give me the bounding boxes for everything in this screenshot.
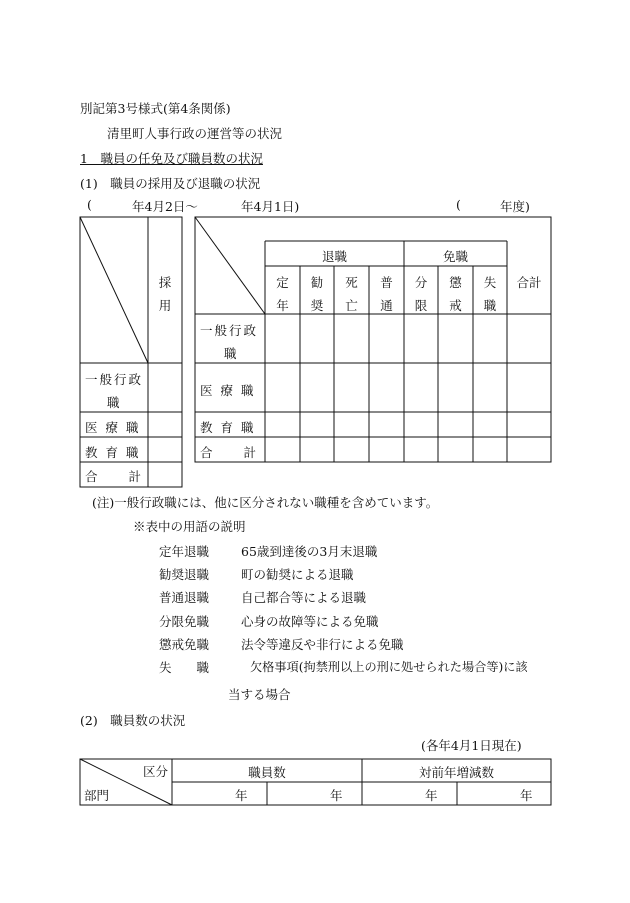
glossary-term: 普通退職 (159, 590, 210, 606)
period-open-paren: ( (87, 197, 92, 212)
col-ordinary-1: 普 (380, 275, 393, 290)
fiscal-year-label: 年度) (500, 199, 530, 214)
t3-year-4: 年 (520, 788, 533, 803)
subsection-1-heading: (1) 職員の採用及び退職の状況 (80, 176, 261, 191)
glossary-definition: 心身の故障等による免職 (241, 613, 379, 629)
glossary-term: 定年退職 (159, 544, 210, 559)
glossary-definition: 町の勧奨による退職 (241, 567, 354, 583)
t1-row-general-admin-2: 職 (107, 395, 120, 410)
glossary-term: 失 職 (159, 659, 210, 675)
col-mandatory-1: 定 (276, 275, 289, 290)
col-recommended-2: 奨 (310, 298, 324, 313)
col-disciplinary-2: 戒 (449, 298, 462, 313)
col-mandatory-2: 年 (276, 298, 289, 313)
t2-row-total: 合 計 (200, 445, 259, 460)
t2-row-general-admin: 一般行政 (200, 323, 259, 338)
col-status-1: 分 (414, 275, 428, 290)
t3-col-yoy-change: 対前年増減数 (418, 765, 494, 780)
col-disciplinary-1: 懲 (449, 275, 462, 290)
col-ordinary-2: 通 (380, 298, 393, 313)
col-death-1: 死 (345, 275, 358, 290)
t3-year-2: 年 (330, 788, 343, 803)
t2-row-education: 教 育 職 (200, 420, 256, 435)
col-loss-2: 職 (483, 298, 497, 313)
group-retirement: 退職 (321, 249, 347, 264)
col-loss-1: 失 (483, 275, 497, 290)
t3-col-staff-count: 職員数 (248, 765, 286, 780)
t2-row-medical: 医 療 職 (200, 383, 256, 398)
glossary-definition: 法令等違反や非行による免職 (241, 636, 404, 652)
t1-row-medical: 医 療 職 (85, 420, 141, 435)
t1-row-general-admin: 一般行政 (85, 372, 144, 387)
t2-row-general-admin-2: 職 (224, 346, 237, 361)
glossary-title: ※表中の用語の説明 (133, 519, 246, 534)
t3-year-3: 年 (425, 788, 438, 803)
period-to: 年4月1日) (241, 199, 300, 214)
t3-corner-category: 区分 (143, 764, 169, 779)
section-1-heading: 1 職員の任免及び職員数の状況 (80, 151, 263, 166)
glossary-continuation: 当する場合 (228, 687, 291, 702)
col-recommended-1: 勧 (310, 275, 324, 290)
glossary-term: 分限免職 (159, 613, 210, 629)
glossary-definition: 65歳到達後の3月末退職 (241, 544, 378, 559)
glossary-definition: 欠格事項(拘禁刑以上の刑に処せられた場合等)に該 (250, 659, 528, 674)
glossary-term: 懲戒免職 (159, 636, 210, 652)
col-total: 合計 (516, 275, 542, 290)
period-from: 年4月2日～ (132, 199, 198, 214)
adopt-col-char-1: 採 (158, 275, 172, 290)
form-label: 別記第3号様式(第4条関係) (80, 101, 231, 116)
group-dismissal: 免職 (442, 249, 468, 264)
t3-corner-department: 部門 (84, 788, 110, 803)
glossary-definition: 自己都合等による退職 (241, 590, 367, 606)
adopt-col-char-2: 用 (158, 298, 172, 313)
col-death-2: 亡 (345, 298, 358, 313)
note-text: (注)一般行政職には、他に区分されない職種を含めています。 (92, 495, 439, 510)
subsection-2-heading: (2) 職員数の状況 (80, 713, 186, 728)
glossary-term: 勧奨退職 (159, 567, 210, 583)
t1-row-total: 合 計 (85, 469, 144, 484)
fiscal-open-paren: ( (456, 197, 461, 212)
t1-row-education: 教 育 職 (85, 445, 141, 460)
as-of-date: (各年4月1日現在) (421, 738, 522, 753)
t3-year-1: 年 (235, 788, 248, 803)
col-status-2: 限 (414, 298, 428, 313)
document-title: 清里町人事行政の運営等の状況 (107, 126, 283, 141)
